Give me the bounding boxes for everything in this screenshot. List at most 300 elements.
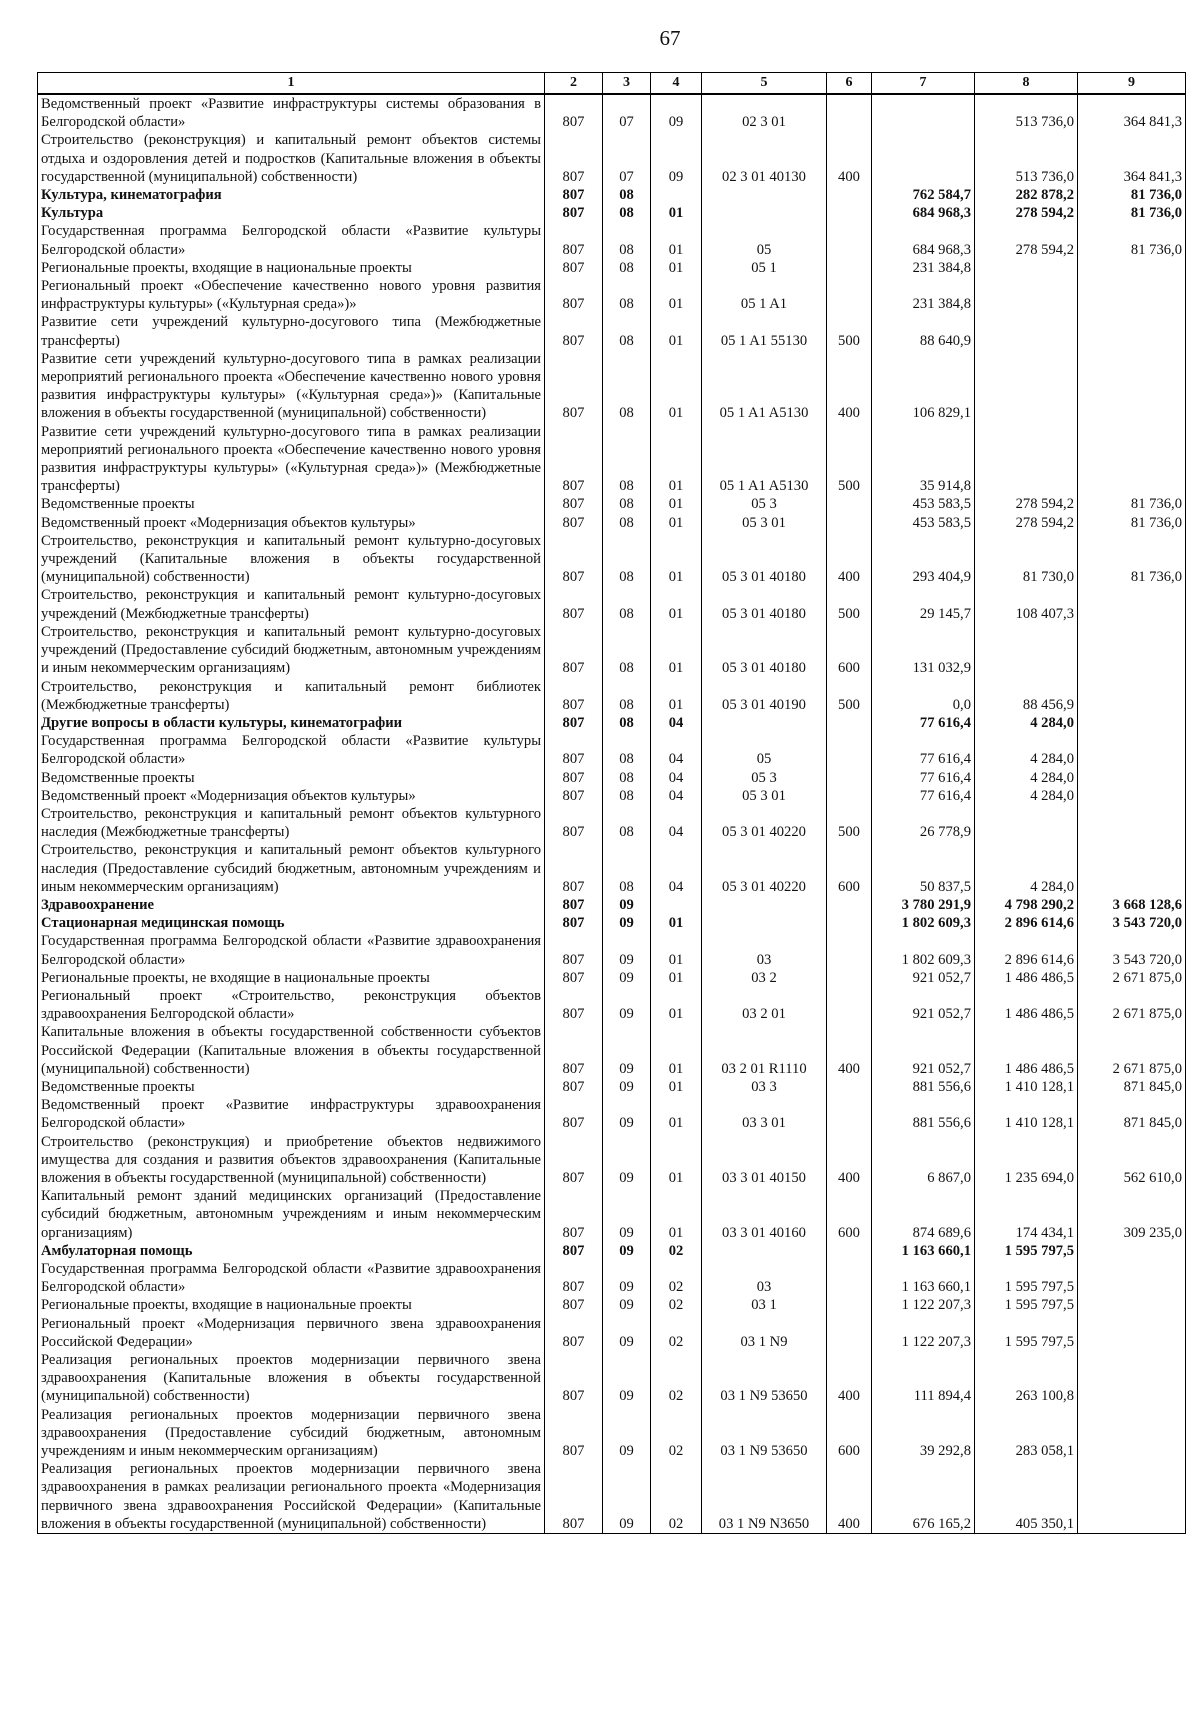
cell-amount-col8: 513 736,0 <box>975 94 1078 131</box>
cell-amount-col8: 4 284,0 <box>975 841 1078 896</box>
table-row <box>38 678 1186 714</box>
row-name: Культура, кинематография <box>38 186 545 204</box>
row-name: Ведомственные проекты <box>38 495 545 513</box>
cell-ministry: 807 <box>545 222 603 258</box>
cell-ministry: 807 <box>545 914 603 932</box>
cell-amount-col9: 81 736,0 <box>1078 222 1186 258</box>
row-name: Строительство, реконструкция и капитальный ремонт библиотек (Межбюджетные трансферты) <box>38 678 545 714</box>
cell-amount-col9: 81 736,0 <box>1078 186 1186 204</box>
cell-amount-col8: 88 456,9 <box>975 678 1078 714</box>
table-row <box>38 787 1186 805</box>
table-row <box>38 277 1186 313</box>
row-name: Региональный проект «Строительство, реконструкция объектов здравоохранения Белгородской области» <box>38 987 545 1023</box>
cell-amount-col7: 921 052,7 <box>872 987 975 1023</box>
row-name: Реализация региональных проектов модернизации первичного звена здравоохранения в рамках реализации регионального проекта «Модернизация первичного звена здравоохранения Российской Федерации» (Капитальные вложения в объекты государственной (муниципальной) собственности) <box>38 1460 545 1533</box>
cell-expense-type <box>827 1078 872 1096</box>
cell-amount-col8: 1 486 486,5 <box>975 969 1078 987</box>
cell-expense-type <box>827 495 872 513</box>
cell-subsection: 01 <box>651 1023 702 1078</box>
cell-amount-col8: 1 486 486,5 <box>975 987 1078 1023</box>
cell-ministry: 807 <box>545 714 603 732</box>
cell-ministry: 807 <box>545 586 603 622</box>
cell-amount-col8 <box>975 350 1078 423</box>
cell-expense-type <box>827 1315 872 1351</box>
cell-subsection: 02 <box>651 1460 702 1533</box>
cell-amount-col7: 231 384,8 <box>872 277 975 313</box>
cell-amount-col9 <box>1078 423 1186 496</box>
cell-ministry: 807 <box>545 277 603 313</box>
cell-section: 09 <box>603 1315 651 1351</box>
cell-amount-col8: 4 798 290,2 <box>975 896 1078 914</box>
cell-amount-col7: 35 914,8 <box>872 423 975 496</box>
cell-amount-col9: 3 668 128,6 <box>1078 896 1186 914</box>
cell-subsection: 04 <box>651 769 702 787</box>
cell-target-article: 03 2 01 <box>702 987 827 1023</box>
cell-ministry: 807 <box>545 1078 603 1096</box>
row-name: Государственная программа Белгородской области «Развитие культуры Белгородской области» <box>38 732 545 768</box>
cell-amount-col9: 871 845,0 <box>1078 1096 1186 1132</box>
table-row <box>38 623 1186 678</box>
row-name: Развитие сети учреждений культурно-досугового типа в рамках реализации мероприятий регионального проекта «Обеспечение качественно нового уровня развития инфраструктуры культуры» («Культурная среда»)» (Межбюджетные трансферты) <box>38 423 545 496</box>
cell-section: 08 <box>603 350 651 423</box>
cell-section: 08 <box>603 495 651 513</box>
cell-target-article: 05 1 A1 A5130 <box>702 423 827 496</box>
table-row <box>38 532 1186 587</box>
cell-amount-col9: 81 736,0 <box>1078 204 1186 222</box>
cell-subsection: 01 <box>651 678 702 714</box>
cell-amount-col8: 4 284,0 <box>975 732 1078 768</box>
row-name: Капитальные вложения в объекты государственной собственности субъектов Российской Федерации (Капитальные вложения в объекты государственной (муниципальной) собственности) <box>38 1023 545 1078</box>
cell-expense-type: 400 <box>827 1133 872 1188</box>
cell-ministry: 807 <box>545 423 603 496</box>
cell-amount-col7: 88 640,9 <box>872 313 975 349</box>
cell-amount-col9 <box>1078 350 1186 423</box>
table-row <box>38 423 1186 496</box>
cell-amount-col9: 871 845,0 <box>1078 1078 1186 1096</box>
cell-target-article <box>702 914 827 932</box>
cell-target-article: 05 3 01 40180 <box>702 532 827 587</box>
row-name: Строительство (реконструкция) и приобретение объектов недвижимого имущества для создания и развития объектов здравоохранения (Капитальные вложения в объекты государственной (муниципальной) собственности) <box>38 1133 545 1188</box>
cell-target-article: 02 3 01 <box>702 94 827 131</box>
cell-target-article: 05 1 A1 A5130 <box>702 350 827 423</box>
cell-target-article: 03 3 01 <box>702 1096 827 1132</box>
cell-amount-col7: 1 122 207,3 <box>872 1315 975 1351</box>
cell-amount-col7: 881 556,6 <box>872 1078 975 1096</box>
cell-expense-type <box>827 204 872 222</box>
cell-expense-type: 400 <box>827 1023 872 1078</box>
cell-amount-col9: 364 841,3 <box>1078 131 1186 186</box>
table-row <box>38 732 1186 768</box>
cell-target-article <box>702 1242 827 1260</box>
table-row <box>38 896 1186 914</box>
cell-subsection: 04 <box>651 805 702 841</box>
cell-expense-type <box>827 714 872 732</box>
cell-amount-col7: 874 689,6 <box>872 1187 975 1242</box>
cell-target-article: 05 3 01 <box>702 787 827 805</box>
table-row <box>38 1187 1186 1242</box>
cell-ministry: 807 <box>545 1296 603 1314</box>
cell-subsection: 01 <box>651 423 702 496</box>
cell-section: 09 <box>603 1133 651 1188</box>
cell-subsection: 04 <box>651 841 702 896</box>
row-name: Другие вопросы в области культуры, кинематографии <box>38 714 545 732</box>
cell-ministry: 807 <box>545 1406 603 1461</box>
row-name: Региональный проект «Модернизация первичного звена здравоохранения Российской Федерации» <box>38 1315 545 1351</box>
cell-amount-col8 <box>975 623 1078 678</box>
cell-subsection: 01 <box>651 532 702 587</box>
cell-amount-col9: 364 841,3 <box>1078 94 1186 131</box>
cell-ministry: 807 <box>545 1096 603 1132</box>
cell-expense-type: 500 <box>827 423 872 496</box>
cell-amount-col8: 282 878,2 <box>975 186 1078 204</box>
cell-expense-type <box>827 259 872 277</box>
cell-subsection: 09 <box>651 94 702 131</box>
cell-ministry: 807 <box>545 495 603 513</box>
cell-expense-type <box>827 914 872 932</box>
cell-amount-col7: 453 583,5 <box>872 495 975 513</box>
row-name: Ведомственный проект «Модернизация объектов культуры» <box>38 787 545 805</box>
cell-subsection: 01 <box>651 277 702 313</box>
cell-ministry: 807 <box>545 204 603 222</box>
row-name: Амбулаторная помощь <box>38 1242 545 1260</box>
cell-amount-col8: 278 594,2 <box>975 495 1078 513</box>
cell-amount-col7: 131 032,9 <box>872 623 975 678</box>
cell-ministry: 807 <box>545 987 603 1023</box>
cell-section: 09 <box>603 1260 651 1296</box>
cell-amount-col9: 2 671 875,0 <box>1078 987 1186 1023</box>
cell-amount-col7: 881 556,6 <box>872 1096 975 1132</box>
cell-section: 08 <box>603 769 651 787</box>
row-name: Ведомственный проект «Модернизация объектов культуры» <box>38 514 545 532</box>
cell-amount-col9 <box>1078 678 1186 714</box>
cell-amount-col7: 29 145,7 <box>872 586 975 622</box>
cell-section: 08 <box>603 222 651 258</box>
cell-subsection: 01 <box>651 932 702 968</box>
cell-subsection: 04 <box>651 732 702 768</box>
cell-amount-col7: 77 616,4 <box>872 769 975 787</box>
cell-expense-type: 500 <box>827 678 872 714</box>
cell-amount-col9 <box>1078 1460 1186 1533</box>
cell-amount-col7: 293 404,9 <box>872 532 975 587</box>
cell-expense-type: 400 <box>827 131 872 186</box>
cell-subsection: 02 <box>651 1260 702 1296</box>
row-name: Реализация региональных проектов модернизации первичного звена здравоохранения (Предоставление субсидий бюджетным, автономным учреждениям и иным некоммерческим организациям) <box>38 1406 545 1461</box>
cell-amount-col7: 3 780 291,9 <box>872 896 975 914</box>
cell-section: 09 <box>603 1187 651 1242</box>
cell-expense-type <box>827 787 872 805</box>
cell-ministry: 807 <box>545 623 603 678</box>
cell-amount-col7: 1 802 609,3 <box>872 932 975 968</box>
cell-expense-type <box>827 1096 872 1132</box>
cell-target-article: 05 3 01 40190 <box>702 678 827 714</box>
cell-section: 08 <box>603 514 651 532</box>
cell-target-article: 05 <box>702 732 827 768</box>
cell-amount-col9 <box>1078 1351 1186 1406</box>
cell-amount-col7: 111 894,4 <box>872 1351 975 1406</box>
cell-target-article: 05 3 01 40180 <box>702 623 827 678</box>
table-row <box>38 350 1186 423</box>
cell-expense-type <box>827 94 872 131</box>
cell-target-article: 03 1 N9 53650 <box>702 1406 827 1461</box>
cell-amount-col8 <box>975 313 1078 349</box>
row-name: Строительство, реконструкция и капитальный ремонт объектов культурного наследия (Предоставление субсидий бюджетным, автономным учреждениям и иным некоммерческим организациям) <box>38 841 545 896</box>
cell-amount-col8: 108 407,3 <box>975 586 1078 622</box>
cell-section: 09 <box>603 1023 651 1078</box>
cell-amount-col7: 1 163 660,1 <box>872 1242 975 1260</box>
cell-amount-col8: 1 595 797,5 <box>975 1260 1078 1296</box>
cell-expense-type <box>827 987 872 1023</box>
cell-target-article <box>702 896 827 914</box>
row-name: Государственная программа Белгородской области «Развитие здравоохранения Белгородской области» <box>38 932 545 968</box>
cell-ministry: 807 <box>545 259 603 277</box>
budget-table <box>37 72 1186 1534</box>
cell-target-article: 05 <box>702 222 827 258</box>
cell-subsection: 01 <box>651 259 702 277</box>
cell-section: 08 <box>603 313 651 349</box>
cell-ministry: 807 <box>545 805 603 841</box>
cell-target-article: 03 2 <box>702 969 827 987</box>
cell-amount-col9: 2 671 875,0 <box>1078 1023 1186 1078</box>
cell-amount-col8: 81 730,0 <box>975 532 1078 587</box>
cell-amount-col7: 26 778,9 <box>872 805 975 841</box>
cell-amount-col7: 0,0 <box>872 678 975 714</box>
cell-ministry: 807 <box>545 350 603 423</box>
cell-amount-col7: 106 829,1 <box>872 350 975 423</box>
cell-section: 09 <box>603 1078 651 1096</box>
cell-amount-col8: 278 594,2 <box>975 204 1078 222</box>
cell-amount-col8 <box>975 805 1078 841</box>
cell-amount-col9: 81 736,0 <box>1078 495 1186 513</box>
cell-section: 08 <box>603 259 651 277</box>
cell-amount-col9 <box>1078 623 1186 678</box>
row-name: Развитие сети учреждений культурно-досугового типа в рамках реализации мероприятий регионального проекта «Обеспечение качественно нового уровня развития инфраструктуры культуры» («Культурная среда»)» (Капитальные вложения в объекты государственной (муниципальной) собственности) <box>38 350 545 423</box>
cell-amount-col8 <box>975 259 1078 277</box>
cell-expense-type: 500 <box>827 805 872 841</box>
table-row <box>38 186 1186 204</box>
cell-expense-type: 600 <box>827 1406 872 1461</box>
cell-ministry: 807 <box>545 1260 603 1296</box>
cell-section: 09 <box>603 1242 651 1260</box>
cell-target-article: 03 1 N9 <box>702 1315 827 1351</box>
row-name: Региональный проект «Обеспечение качественно нового уровня развития инфраструктуры культуры» («Культурная среда»)» <box>38 277 545 313</box>
cell-ministry: 807 <box>545 932 603 968</box>
cell-target-article <box>702 714 827 732</box>
table-row <box>38 1242 1186 1260</box>
cell-amount-col9 <box>1078 787 1186 805</box>
cell-amount-col7: 453 583,5 <box>872 514 975 532</box>
cell-section: 09 <box>603 1296 651 1314</box>
cell-subsection: 01 <box>651 222 702 258</box>
cell-ministry: 807 <box>545 1187 603 1242</box>
cell-subsection: 01 <box>651 313 702 349</box>
row-name: Ведомственный проект «Развитие инфраструктуры здравоохранения Белгородской области» <box>38 1096 545 1132</box>
header-col-9: 9 <box>1078 73 1186 95</box>
table-row <box>38 1351 1186 1406</box>
table-row <box>38 1406 1186 1461</box>
cell-target-article: 05 3 01 40220 <box>702 805 827 841</box>
cell-subsection: 01 <box>651 1096 702 1132</box>
cell-amount-col9 <box>1078 277 1186 313</box>
cell-section: 09 <box>603 969 651 987</box>
cell-subsection: 01 <box>651 495 702 513</box>
cell-target-article: 05 1 <box>702 259 827 277</box>
cell-target-article: 03 2 01 R1110 <box>702 1023 827 1078</box>
cell-section: 09 <box>603 1351 651 1406</box>
table-row <box>38 131 1186 186</box>
table-row <box>38 514 1186 532</box>
cell-amount-col8: 283 058,1 <box>975 1406 1078 1461</box>
cell-target-article: 05 1 A1 55130 <box>702 313 827 349</box>
cell-amount-col9: 2 671 875,0 <box>1078 969 1186 987</box>
row-name: Здравоохранение <box>38 896 545 914</box>
cell-section: 07 <box>603 131 651 186</box>
cell-amount-col8: 513 736,0 <box>975 131 1078 186</box>
cell-ministry: 807 <box>545 1242 603 1260</box>
cell-target-article: 05 3 01 40180 <box>702 586 827 622</box>
cell-subsection: 01 <box>651 1078 702 1096</box>
cell-subsection: 01 <box>651 914 702 932</box>
header-col-7: 7 <box>872 73 975 95</box>
cell-target-article: 03 <box>702 1260 827 1296</box>
cell-expense-type: 400 <box>827 1351 872 1406</box>
cell-amount-col7: 684 968,3 <box>872 204 975 222</box>
cell-expense-type <box>827 896 872 914</box>
cell-target-article: 03 3 01 40160 <box>702 1187 827 1242</box>
cell-expense-type <box>827 969 872 987</box>
cell-expense-type <box>827 186 872 204</box>
cell-amount-col9 <box>1078 805 1186 841</box>
row-name: Культура <box>38 204 545 222</box>
cell-section: 08 <box>603 532 651 587</box>
table-row <box>38 1096 1186 1132</box>
table-row <box>38 914 1186 932</box>
cell-amount-col7 <box>872 131 975 186</box>
cell-expense-type: 400 <box>827 532 872 587</box>
cell-section: 09 <box>603 932 651 968</box>
cell-section: 08 <box>603 277 651 313</box>
cell-section: 08 <box>603 805 651 841</box>
table-row <box>38 714 1186 732</box>
table-row <box>38 987 1186 1023</box>
cell-ministry: 807 <box>545 769 603 787</box>
cell-amount-col8: 4 284,0 <box>975 769 1078 787</box>
cell-amount-col9 <box>1078 714 1186 732</box>
cell-target-article: 03 <box>702 932 827 968</box>
cell-amount-col7: 77 616,4 <box>872 787 975 805</box>
table-row <box>38 495 1186 513</box>
cell-expense-type <box>827 1296 872 1314</box>
cell-subsection: 01 <box>651 514 702 532</box>
row-name: Государственная программа Белгородской области «Развитие культуры Белгородской области» <box>38 222 545 258</box>
header-col-3: 3 <box>603 73 651 95</box>
cell-target-article: 03 1 <box>702 1296 827 1314</box>
row-name: Ведомственный проект «Развитие инфраструктуры системы образования в Белгородской области» <box>38 94 545 131</box>
row-name: Строительство, реконструкция и капитальный ремонт культурно-досуговых учреждений (Капитальные вложения в объекты государственной (муниципальной) собственности) <box>38 532 545 587</box>
table-row <box>38 1460 1186 1533</box>
cell-amount-col7: 77 616,4 <box>872 732 975 768</box>
cell-ministry: 807 <box>545 532 603 587</box>
cell-amount-col7: 676 165,2 <box>872 1460 975 1533</box>
cell-amount-col8: 263 100,8 <box>975 1351 1078 1406</box>
cell-ministry: 807 <box>545 94 603 131</box>
cell-ministry: 807 <box>545 514 603 532</box>
row-name: Стационарная медицинская помощь <box>38 914 545 932</box>
cell-expense-type: 600 <box>827 841 872 896</box>
cell-subsection <box>651 186 702 204</box>
row-name: Строительство, реконструкция и капитальный ремонт культурно-досуговых учреждений (Межбюджетные трансферты) <box>38 586 545 622</box>
cell-amount-col7: 77 616,4 <box>872 714 975 732</box>
cell-section: 08 <box>603 714 651 732</box>
cell-amount-col8: 278 594,2 <box>975 222 1078 258</box>
header-col-8: 8 <box>975 73 1078 95</box>
cell-subsection: 02 <box>651 1315 702 1351</box>
table-body <box>38 94 1186 1534</box>
cell-section: 08 <box>603 841 651 896</box>
cell-section: 08 <box>603 623 651 678</box>
table-row <box>38 932 1186 968</box>
cell-expense-type <box>827 1242 872 1260</box>
cell-amount-col9: 81 736,0 <box>1078 532 1186 587</box>
cell-amount-col8: 405 350,1 <box>975 1460 1078 1533</box>
cell-target-article: 05 1 A1 <box>702 277 827 313</box>
cell-subsection: 01 <box>651 987 702 1023</box>
cell-section: 09 <box>603 914 651 932</box>
cell-ministry: 807 <box>545 1315 603 1351</box>
cell-amount-col7: 231 384,8 <box>872 259 975 277</box>
cell-amount-col7: 684 968,3 <box>872 222 975 258</box>
cell-target-article: 05 3 <box>702 495 827 513</box>
cell-amount-col7: 50 837,5 <box>872 841 975 896</box>
cell-subsection: 02 <box>651 1242 702 1260</box>
cell-section: 09 <box>603 1406 651 1461</box>
cell-section: 08 <box>603 204 651 222</box>
cell-subsection: 01 <box>651 1187 702 1242</box>
row-name: Строительство, реконструкция и капитальный ремонт объектов культурного наследия (Межбюджетные трансферты) <box>38 805 545 841</box>
header-col-5: 5 <box>702 73 827 95</box>
cell-expense-type: 600 <box>827 623 872 678</box>
cell-amount-col9 <box>1078 1315 1186 1351</box>
table-row <box>38 259 1186 277</box>
cell-target-article: 03 3 01 40150 <box>702 1133 827 1188</box>
cell-subsection: 01 <box>651 204 702 222</box>
cell-amount-col9 <box>1078 586 1186 622</box>
cell-amount-col9: 562 610,0 <box>1078 1133 1186 1188</box>
row-name: Строительство (реконструкция) и капитальный ремонт объектов системы отдыха и оздоровления детей и подростков (Капитальные вложения в объекты государственной (муниципальной) собственности) <box>38 131 545 186</box>
cell-expense-type <box>827 514 872 532</box>
cell-target-article: 05 3 <box>702 769 827 787</box>
cell-subsection: 04 <box>651 714 702 732</box>
cell-section: 08 <box>603 586 651 622</box>
cell-amount-col8: 1 595 797,5 <box>975 1296 1078 1314</box>
cell-expense-type <box>827 222 872 258</box>
cell-ministry: 807 <box>545 186 603 204</box>
cell-subsection: 01 <box>651 1133 702 1188</box>
cell-amount-col9: 3 543 720,0 <box>1078 914 1186 932</box>
cell-target-article: 05 3 01 40220 <box>702 841 827 896</box>
table-row <box>38 1023 1186 1078</box>
page-number: 67 <box>659 26 681 50</box>
cell-ministry: 807 <box>545 313 603 349</box>
header-col-1: 1 <box>38 73 545 95</box>
cell-amount-col7 <box>872 94 975 131</box>
cell-ministry: 807 <box>545 1133 603 1188</box>
cell-section: 08 <box>603 423 651 496</box>
cell-subsection: 01 <box>651 623 702 678</box>
cell-ministry: 807 <box>545 1023 603 1078</box>
table-row <box>38 586 1186 622</box>
cell-amount-col7: 1 122 207,3 <box>872 1296 975 1314</box>
cell-ministry: 807 <box>545 969 603 987</box>
